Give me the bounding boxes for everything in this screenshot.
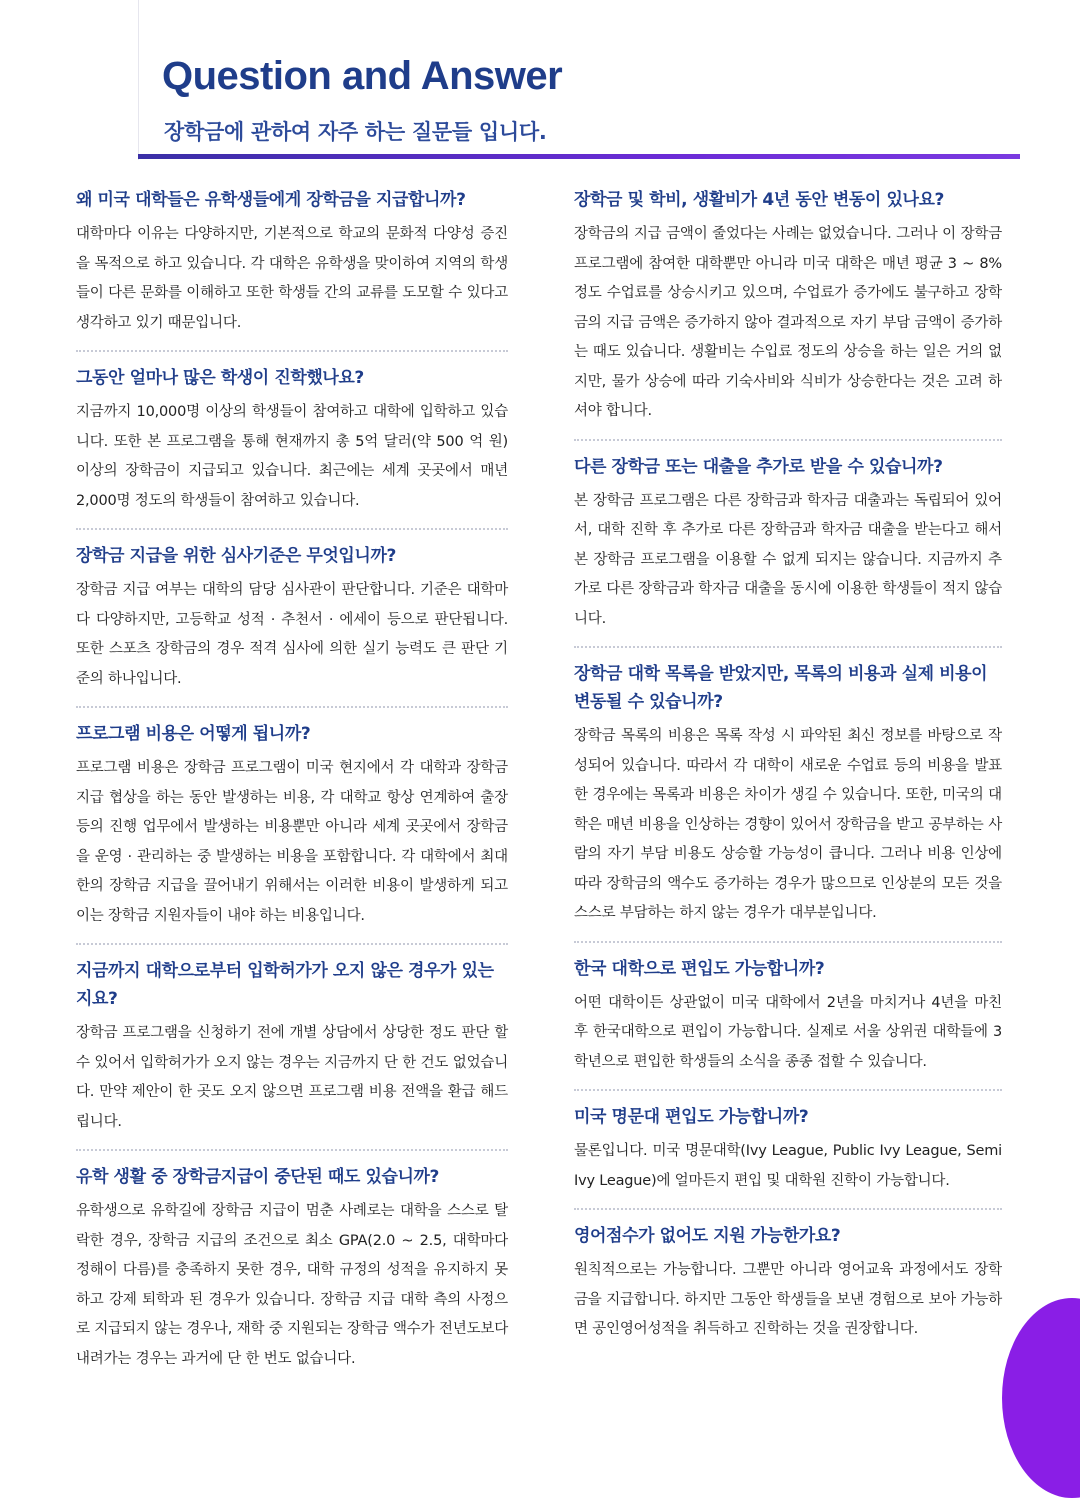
page-title: Question and Answer: [162, 54, 563, 98]
answer: 장학금 프로그램을 신청하기 전에 개별 상담에서 상당한 정도 판단 할 수 있어서 입학허가가 오지 않는 경우는 지금까지 단 한 건도 없었습니다. 만약 제안이 한 곳도 오지 않으면 프로그램 비용 전액을 환급 해드립니다.: [76, 1025, 508, 1130]
answer: 어떤 대학이든 상관없이 미국 대학에서 2년을 마치거나 4년을 마친 후 한국대학으로 편입이 가능합니다. 실제로 서울 상위권 대학들에 3학년으로 편입한 학생들의 소식을 종종 접할 수 있습니다.: [574, 994, 1002, 1070]
qa-item: [574, 660, 1002, 943]
question: 다른 장학금 또는 대출을 추가로 받을 수 있습니까?: [574, 456, 943, 477]
qa-item: [76, 542, 508, 708]
qa-item: [574, 955, 1002, 1092]
qa-item: [76, 364, 508, 530]
question: 영어점수가 없어도 지원 가능한가요?: [574, 1226, 841, 1246]
qa-item: [76, 1163, 508, 1386]
answer: 장학금의 지급 금액이 줄었다는 사례는 없었습니다. 그러나 이 장학금 프로그램에 참여한 대학뿐만 아니라 미국 대학은 매년 평균 3 ~ 8% 정도 수업료를 상승시키고 있으며, 수업료가 증가에도 불구하고 장학금의 지급 금액은 증가하지 않아 결과적으로 자기 부담 금액이 증가하는 때도 있습니다. 생활비는 수입료 정도의 상승을 하는 일은 거의 없지만, 물가 상승에 따라 기숙사비와 식비가 상승한다는 것은 고려 하셔야 합니다.: [574, 226, 1002, 419]
answer: 본 장학금 프로그램은 다른 장학금과 학자금 대출과는 독립되어 있어서, 대학 진학 후 추가로 다른 장학금과 학자금 대출을 받는다고 해서 본 장학금 프로그램을 이용할 수 없게 되지는 않습니다. 지금까지 추가로 다른 장학금과 학자금 대출을 동시에 이용한 학생들이 적지 않습니다.: [574, 492, 1002, 627]
right-column: [574, 186, 1002, 1369]
qa-item: [574, 1103, 1002, 1210]
answer: 대학마다 이유는 다양하지만, 기본적으로 학교의 문화적 다양성 증진을 목적으로 하고 있습니다. 각 대학은 유학생을 맞이하여 지역의 학생들이 다른 문화를 이해하고 또한 학생들 간의 교류를 도모할 수 있다고 생각하고 있기 때문입니다.: [76, 226, 508, 331]
question: 장학금 및 학비, 생활비가 4년 동안 변동이 있나요?: [574, 190, 944, 210]
corner-decoration: [1002, 1298, 1080, 1498]
question: 프로그램 비용은 어떻게 됩니까?: [76, 724, 311, 744]
answer: 장학금 지급 여부는 대학의 담당 심사관이 판단합니다. 기준은 대학마다 다양하지만, 고등학교 성적 · 추천서 · 에세이 등으로 판단됩니다. 또한 스포츠 장학금의 경우 적격 심사에 의한 실기 능력도 큰 판단 기준의 하나입니다.: [76, 582, 508, 687]
question: 장학금 대학 목록을 받았지만, 목록의 비용과 실제 비용이 변동될 수 있습니까?: [574, 664, 988, 712]
qa-item: [574, 1222, 1002, 1357]
question: 그동안 얼마나 많은 학생이 진학했나요?: [76, 368, 364, 388]
answer: 지금까지 10,000명 이상의 학생들이 참여하고 대학에 입학하고 있습니다. 또한 본 프로그램을 통해 현재까지 총 5억 달러(약 500 억 원) 이상의 장학금이 지급되고 있습니다. 최근에는 세계 곳곳에서 매년 2,000명 정도의 학생들이 참여하고 있습니다.: [76, 404, 508, 509]
question: 지금까지 대학으로부터 입학허가가 오지 않은 경우가 있는지요?: [76, 961, 494, 1009]
question: 한국 대학으로 편입도 가능합니까?: [574, 958, 825, 979]
qa-item: [574, 453, 1002, 649]
question: 유학 생활 중 장학금지급이 중단된 때도 있습니까?: [76, 1167, 440, 1187]
left-column: [76, 186, 508, 1398]
answer: 물론입니다. 미국 명문대학(Ivy League, Public Ivy League, Semi Ivy League)에 얼마든지 편입 및 대학원 진학이 가능합니다.: [574, 1143, 1002, 1189]
page-subtitle: 장학금에 관하여 자주 하는 질문들 입니다.: [164, 120, 547, 144]
title-divider: [138, 154, 1020, 159]
qa-item: [76, 957, 508, 1151]
qa-item: [574, 186, 1002, 441]
answer: 장학금 목록의 비용은 목록 작성 시 파악된 최신 정보를 바탕으로 작성되어 있습니다. 따라서 각 대학이 새로운 수업료 등의 비용을 발표한 경우에는 목록과 비용은 차이가 생길 수 있습니다. 또한, 미국의 대학은 매년 비용을 인상하는 경향이 있어서 장학금을 받고 공부하는 사람의 자기 부담 비용도 상승할 가능성이 큽니다. 그러나 비용 인상에 따라 장학금의 액수도 증가하는 경우가 많으므로 인상분의 모든 것을 스스로 부담하는 하지 않는 경우가 대부분입니다.: [574, 728, 1002, 921]
answer: 유학생으로 유학길에 장학금 지급이 멈춘 사례로는 대학을 스스로 탈락한 경우, 장학금 지급의 조건으로 최소 GPA(2.0 ~ 2.5, 대학마다 정해이 다름)를 충족하지 못한 경우, 대학 규정의 성적을 유지하지 못하고 강제 퇴학과 된 경우가 있습니다. 장학금 지급 대학 측의 사정으로 지급되지 않는 경우나, 재학 중 지원되는 장학금 액수가 전년도보다 내려가는 경우는 과거에 단 한 번도 없습니다.: [76, 1203, 508, 1367]
qa-item: [76, 186, 508, 352]
qa-item: [76, 720, 508, 945]
question: 왜 미국 대학들은 유학생들에게 장학금을 지급합니까?: [76, 190, 466, 210]
question: 미국 명문대 편입도 가능합니까?: [574, 1107, 809, 1127]
answer: 프로그램 비용은 장학금 프로그램이 미국 현지에서 각 대학과 장학금 지급 협상을 하는 동안 발생하는 비용, 각 대학교 항상 연계하여 출장 등의 진행 업무에서 발생하는 비용뿐만 아니라 세계 곳곳에서 장학금을 운영 · 관리하는 중 발생하는 비용을 포함합니다. 각 대학에서 최대한의 장학금 지급을 끌어내기 위해서는 이러한 비용이 발생하게 되고 이는 장학금 지원자들이 내야 하는 비용입니다.: [76, 760, 508, 924]
question: 장학금 지급을 위한 심사기준은 무엇입니까?: [76, 546, 396, 566]
answer: 원칙적으로는 가능합니다. 그뿐만 아니라 영어교육 과정에서도 장학금을 지급합니다. 하지만 그동안 학생들을 보낸 경험으로 보아 가능하면 공인영어성적을 취득하고 진학하는 것을 권장합니다.: [574, 1262, 1002, 1337]
